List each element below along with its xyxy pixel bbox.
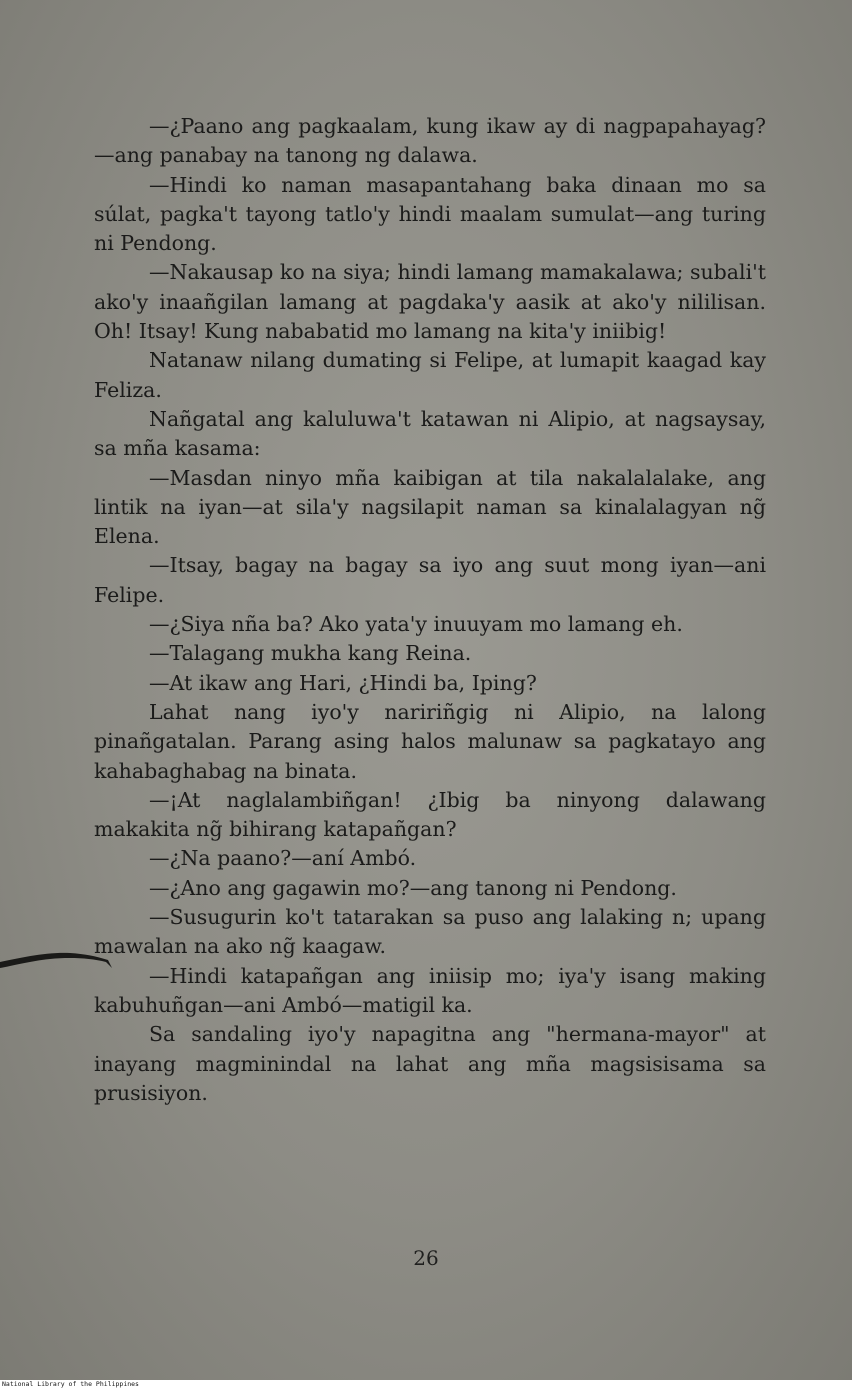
paragraph: Lahat nang iyo'y naririñgig ni Alipio, na lalong pinañgatalan. Parang asing halos malunaw sa pagkatayo ang kahabaghabag na binata. [94, 699, 766, 783]
paragraph: —At ikaw ang Hari, ¿Hindi ba, Iping? [149, 670, 537, 695]
paragraph: —Itsay, bagay na bagay sa iyo ang suut mong iyan—ani Felipe. [94, 553, 766, 607]
page-number: 26 [413, 1246, 439, 1270]
body-text [94, 112, 766, 1108]
paragraph: —Masdan ninyo mña kaibigan at tila nakalalalake, ang lintik na iyan—at sila'y nagsilapit naman sa kinalalagyan ng̃ Elena. [94, 465, 766, 549]
paragraph: Nañgatal ang kaluluwa't katawan ni Alipio, at nagsaysay, sa mña kasama: [94, 406, 766, 461]
paragraph: —¿Ano ang gagawin mo?—ang tanong ni Pendong. [149, 875, 677, 900]
paragraph: Natanaw nilang dumating si Felipe, at lumapit kaagad kay Feliza. [94, 348, 766, 402]
paragraph: Sa sandaling iyo'y napagitna ang "hermana-mayor" at inayang magminindal na lahat ang mña magsisisama sa prusisiyon. [94, 1022, 766, 1105]
paragraph: —Hindi katapañgan ang iniisip mo; iya'y isang making kabuhuñgan—ani Ambó—matigil ka. [94, 963, 766, 1017]
paragraph: —¿Paano ang pagkaalam, kung ikaw ay di nagpapahayag?—ang panabay na tanong ng dalawa. [94, 114, 766, 168]
paragraph: —¿Na paano?—aní Ambó. [149, 846, 417, 871]
paragraph: —Nakausap ko na siya; hindi lamang mamakalawa; subali't ako'y inaañgilan lamang at pagdaka'y aasik at ako'y nililisan. Oh! Itsay! Kung nababatid mo lamang na kita'y iniibig! [94, 260, 766, 344]
paragraph: —Hindi ko naman masapantahang baka dinaan mo sa súlat, pagka't tayong tatlo'y hindi maalam sumulat—ang turing ni Pendong. [94, 172, 766, 256]
library-credit: National Library of the Philippines [2, 1380, 402, 1388]
paragraph: —Susugurin ko't tatarakan sa puso ang lalaking n; upang mawalan na ako ng̃ kaagaw. [94, 905, 766, 959]
paragraph: —¡At naglalambiñgan! ¿Ibig ba ninyong dalawang makakita ng̃ bihirang katapañgan? [94, 787, 766, 842]
paragraph: —Talagang mukha kang Reina. [149, 641, 472, 666]
paragraph: —¿Siya nña ba? Ako yata'y inuuyam mo lamang eh. [149, 612, 683, 637]
